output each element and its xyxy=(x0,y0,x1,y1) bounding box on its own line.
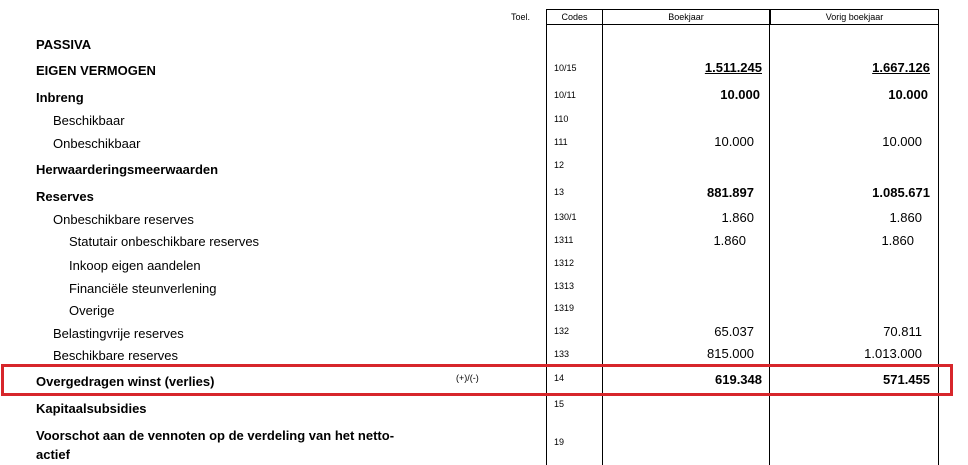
row-beschikbare-reserves-code: 133 xyxy=(554,349,570,359)
header-vorig-boekjaar: Vorig boekjaar xyxy=(825,12,884,22)
row-kapitaalsubsidies-code: 15 xyxy=(554,399,565,409)
row-beschikbaar-label: Beschikbaar xyxy=(53,113,125,128)
row-inbreng-label: Inbreng xyxy=(36,90,84,105)
row-financiele-code: 1313 xyxy=(554,281,575,291)
row-inbreng-previous: 10.000 xyxy=(888,87,928,102)
row-passiva-label: PASSIVA xyxy=(36,37,92,52)
row-onbeschikbaar-code: 111 xyxy=(554,137,568,147)
row-overgedragen-previous: 571.455 xyxy=(883,372,930,387)
row-reserves-previous: 1.085.671 xyxy=(872,185,930,200)
row-onbeschikbare-reserves-current: 1.860 xyxy=(721,210,754,225)
row-eigen-vermogen-current: 1.511.245 xyxy=(704,60,762,75)
row-eigen-vermogen-label: EIGEN VERMOGEN xyxy=(36,63,156,78)
header-codes: Codes xyxy=(561,12,588,22)
row-reserves-code: 13 xyxy=(554,187,565,197)
row-onbeschikbare-reserves-previous: 1.860 xyxy=(889,210,922,225)
row-overige-label: Overige xyxy=(69,303,115,318)
row-onbeschikbare-reserves-label: Onbeschikbare reserves xyxy=(53,212,194,227)
row-inkoop-label: Inkoop eigen aandelen xyxy=(69,258,201,273)
row-inbreng-code: 10/11 xyxy=(554,90,576,100)
row-belastingvrije-label: Belastingvrije reserves xyxy=(53,326,184,341)
row-statutair-previous: 1.860 xyxy=(881,233,914,248)
row-voorschot-label-line2: actief xyxy=(36,447,70,462)
header-boekjaar: Boekjaar xyxy=(668,12,704,22)
row-onbeschikbaar-previous: 10.000 xyxy=(882,134,922,149)
row-onbeschikbaar-label: Onbeschikbaar xyxy=(53,136,141,151)
row-voorschot-code: 19 xyxy=(554,437,565,447)
header-toel: Toel. xyxy=(510,12,530,22)
row-onbeschikbare-reserves-code: 130/1 xyxy=(554,212,577,222)
row-belastingvrije-code: 132 xyxy=(554,326,570,336)
row-beschikbare-reserves-label: Beschikbare reserves xyxy=(53,348,178,363)
row-statutair-code: 1311 xyxy=(554,235,574,245)
row-voorschot-label: Voorschot aan de vennoten op de verdeling van het netto- xyxy=(36,428,395,443)
row-beschikbaar-code: 110 xyxy=(554,114,569,124)
row-belastingvrije-previous: 70.811 xyxy=(883,324,922,339)
row-statutair-current: 1.860 xyxy=(713,233,746,248)
row-reserves-label: Reserves xyxy=(36,189,94,204)
row-inkoop-code: 1312 xyxy=(554,258,575,268)
row-financiele-label: Financiële steunverlening xyxy=(69,281,217,296)
row-inbreng-current: 10.000 xyxy=(720,87,760,102)
row-overgedragen-current: 619.348 xyxy=(715,372,762,387)
row-reserves-current: 881.897 xyxy=(707,185,754,200)
row-herwaardering-label: Herwaarderingsmeerwaarden xyxy=(36,162,219,177)
row-herwaardering-code: 12 xyxy=(554,160,565,170)
row-beschikbare-reserves-current: 815.000 xyxy=(707,346,754,361)
row-kapitaalsubsidies-label: Kapitaalsubsidies xyxy=(36,401,147,416)
row-eigen-vermogen-code: 10/15 xyxy=(554,63,577,73)
row-onbeschikbaar-current: 10.000 xyxy=(714,134,754,149)
row-overige-code: 1319 xyxy=(554,303,575,313)
row-belastingvrije-current: 65.037 xyxy=(714,324,754,339)
row-overgedragen-code: 14 xyxy=(554,373,565,383)
row-overgedragen-note: (+)/(-) xyxy=(456,373,479,383)
row-eigen-vermogen-previous: 1.667.126 xyxy=(872,60,930,75)
row-beschikbare-reserves-previous: 1.013.000 xyxy=(864,346,922,361)
row-overgedragen-label: Overgedragen winst (verlies) xyxy=(36,374,215,389)
row-statutair-label: Statutair onbeschikbare reserves xyxy=(69,234,260,249)
